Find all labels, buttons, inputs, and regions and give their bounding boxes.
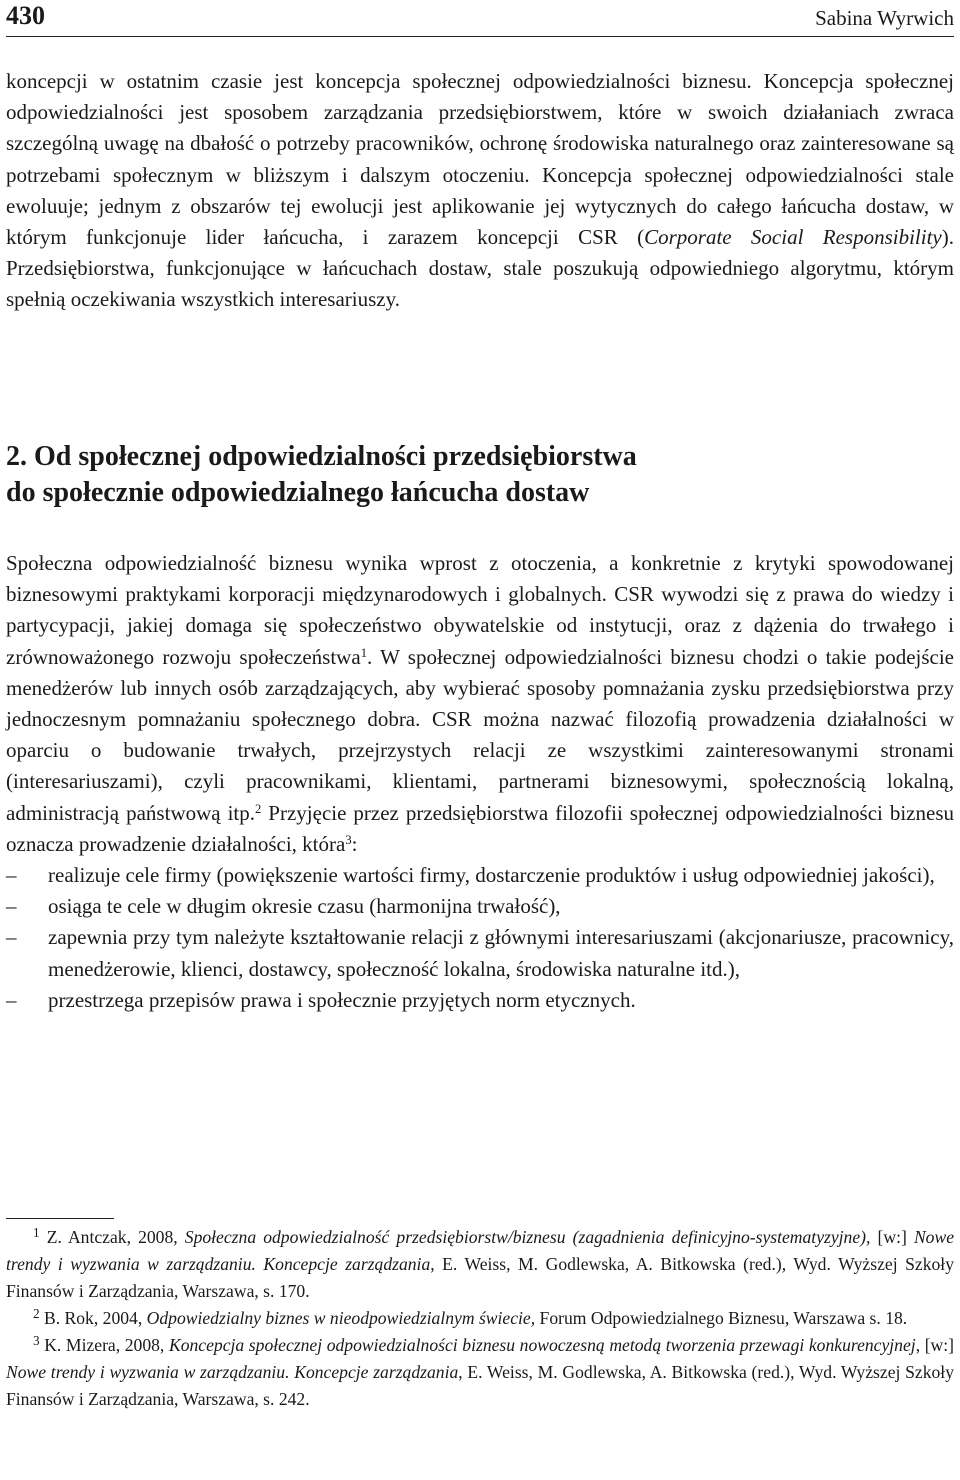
section-subtitle: do społecznie odpowiedzialnego łańcucha dostaw (6, 477, 590, 508)
footnote-number: 3 (33, 1333, 40, 1349)
dash-bullet: – (6, 894, 17, 919)
footnotes (6, 1224, 954, 1413)
footnote-text: K. Mizera, 2008, (39, 1335, 169, 1355)
section-heading (6, 439, 950, 511)
footnote-ref-3[interactable]: 3 (345, 832, 352, 847)
dash-bullet: – (6, 925, 17, 950)
footnote-text: B. Rok, 2004, (39, 1308, 147, 1328)
footnote-3 (6, 1332, 954, 1413)
footnote-1 (6, 1224, 954, 1305)
footnote-text: , E. Weiss, M. Godlewska, A. Bitkowska (red.), Wyd. Wyższej Szkoły Finansów i Zarządzania, Warszawa, s. 242. (6, 1362, 954, 1409)
activity-list (6, 860, 954, 1016)
page-header (6, 0, 954, 37)
list-item-text: realizuje cele firmy (powiększenie wartości firmy, dostarczenie produktów i usług odpowiedniej jakości), (48, 863, 935, 888)
text-run: koncepcji w ostatnim czasie jest koncepcja społecznej odpowiedzialności biznesu. Koncepcja społecznej odpowiedzialności jest sposobem zarządzania przedsiębiorstwem, które w swoich działaniach zwraca szczególną uwagę na dbałość o potrzeby pracowników, ochronę środowiska naturalnego oraz zainteresowane są potrzebami społecznym w bliższym i dalszym otoczeniu. Koncepcja społecznej odpowiedzialności stale ewoluuje; jednym z obszarów tej ewolucji jest aplikowanie jej wytycznych do całego łańcucha dostaw, w którym funkcjonuje lider łańcucha, i zarazem koncepcji CSR ( (6, 69, 954, 250)
italic-term: Corporate Social Responsibility (644, 225, 942, 250)
dash-bullet: – (6, 863, 17, 888)
footnote-title: Odpowiedzialny biznes w nieodpowiedzialnym świecie, (146, 1308, 536, 1328)
text-run: . W społecznej odpowiedzialności biznesu chodzi o takie podejście menedżerów lub innych osób zarządzających, aby wybierać sposoby pomnażania zysku przedsiębiorstwa przy jednoczesnym pomnażaniu społecznego dobra. CSR można nazwać filozofią prowadzenia działalności w oparciu o budowanie trwałych, przejrzystych relacji ze wszystkimi zainteresowanymi stronami (interesariuszami), czyli pracownikami, klientami, partnerami biznesowymi, społecznością lokalną, administracją państwową itp. (6, 644, 954, 825)
footnote-source: Nowe trendy i wyzwania w zarządzaniu. Koncepcje zarządzania (6, 1362, 459, 1382)
footnote-divider (6, 1218, 114, 1219)
footnote-number: 1 (33, 1225, 40, 1241)
section-title: 2. Od społecznej odpowiedzialności przedsiębiorstwa (6, 441, 637, 472)
footnote-text: , [w:] (915, 1335, 955, 1355)
list-item-text: zapewnia przy tym należyte kształtowanie relacji z głównymi interesariuszami (akcjonariusze, pracownicy, menedżerowie, klienci, dostawcy, społeczność lokalna, środowiska naturalne itd.), (48, 925, 954, 981)
list-item (6, 985, 954, 1016)
text-run: : (351, 831, 358, 856)
intro-paragraph (6, 66, 954, 316)
footnote-text: Z. Antczak, 2008, (39, 1227, 185, 1247)
footnote-title: Społeczna odpowiedzialność przedsiębiorstw/biznesu (zagadnienia definicyjno-systematyzyjne), (184, 1227, 871, 1247)
page-number: 430 (6, 1, 45, 30)
footnote-ref-1[interactable]: 1 (360, 645, 367, 660)
list-item-text: przestrzega przepisów prawa i społecznie przyjętych norm etycznych. (48, 987, 636, 1012)
text-run: Społeczna odpowiedzialność biznesu wynika wprost z otoczenia, a konkretnie z krytyki spowodowanej biznesowymi praktykami korporacji międzynarodowych i globalnych. CSR wywodzi się z prawa do wiedzy i partycypacji, jakiej domaga się społeczeństwo obywatelskie od instytucji, oraz z dążenia do trwałego i zrównoważonego rozwoju społeczeństwa (6, 551, 954, 669)
footnote-title: Koncepcja społecznej odpowiedzialności biznesu nowoczesną metodą tworzenia przewagi konkurencyjnej (168, 1335, 916, 1355)
footnote-text: , E. Weiss, M. Godlewska, A. Bitkowska (red.), Wyd. Wyższej Szkoły Finansów i Zarządzania, Warszawa, s. 170. (6, 1254, 954, 1301)
text-run: Przyjęcie przez przedsiębiorstwa filozofii społecznej odpowiedzialności biznesu oznacza prowadzenie działalności, która (6, 800, 954, 856)
list-item (6, 891, 954, 922)
footnote-number: 2 (33, 1306, 40, 1322)
footnote-text: [w:] (870, 1227, 914, 1247)
list-item (6, 922, 954, 984)
footnote-text: Forum Odpowiedzialnego Biznesu, Warszawa s. 18. (535, 1308, 908, 1328)
list-item-text: osiąga te cele w długim okresie czasu (harmonijna trwałość), (48, 894, 561, 919)
footnote-2 (6, 1305, 954, 1332)
dash-bullet: – (6, 987, 17, 1012)
list-item (6, 860, 954, 891)
text-run: ). Przedsiębiorstwa, funkcjonujące w łańcuchach dostaw, stale poszukują odpowiedniego algorytmu, którym spełnią oczekiwania wszystkich interesariuszy. (6, 225, 954, 312)
footnote-ref-2[interactable]: 2 (255, 801, 262, 816)
footnote-source: Nowe trendy i wyzwania w zarządzaniu. Koncepcje zarządzania (6, 1227, 955, 1274)
running-head-author: Sabina Wyrwich (815, 6, 954, 30)
csr-paragraph (6, 548, 954, 1016)
